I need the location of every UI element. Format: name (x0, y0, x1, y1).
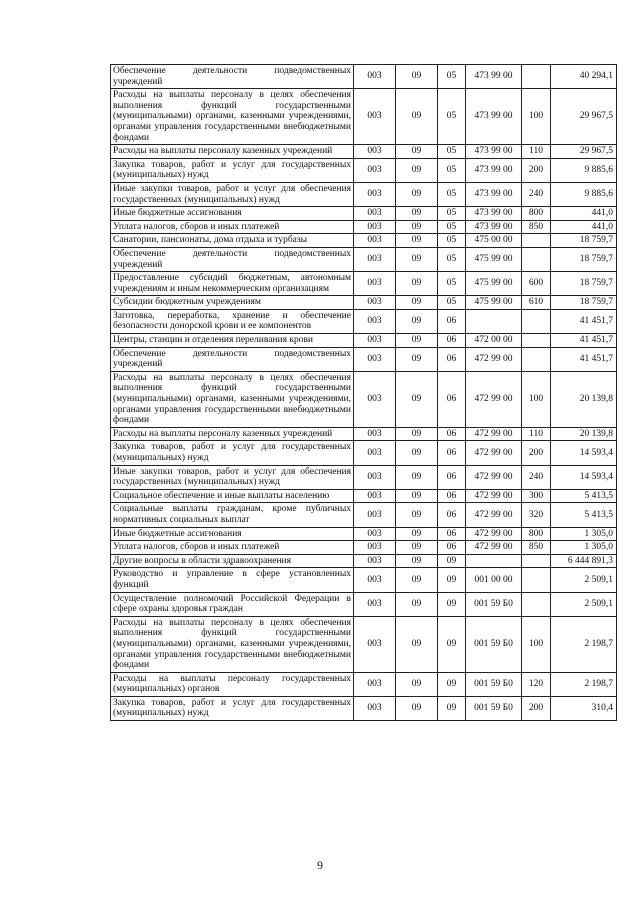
section-code-cell: 09 (396, 158, 438, 182)
amount-cell: 5 413,5 (551, 489, 617, 503)
amount-cell: 41 451,7 (551, 347, 617, 371)
section-code-cell: 09 (396, 503, 438, 527)
admin-code-cell: 003 (354, 145, 396, 159)
target-article-cell: 472 99 00 (466, 541, 522, 555)
subsection-code-cell: 05 (438, 296, 466, 310)
page-number: 9 (317, 858, 323, 872)
amount-cell: 2 509,1 (551, 568, 617, 592)
subsection-code-cell: 05 (438, 158, 466, 182)
section-code-cell: 09 (396, 309, 438, 333)
table-row (111, 145, 617, 159)
amount-cell: 18 759,7 (551, 296, 617, 310)
admin-code-cell: 003 (354, 247, 396, 271)
subsection-code-cell: 05 (438, 272, 466, 296)
target-article-cell: 472 99 00 (466, 489, 522, 503)
admin-code-cell: 003 (354, 672, 396, 696)
table-row (111, 371, 617, 427)
admin-code-cell: 003 (354, 465, 396, 489)
target-article-cell: 001 59 Б0 (466, 672, 522, 696)
table-row (111, 347, 617, 371)
subsection-code-cell: 09 (438, 616, 466, 672)
expense-type-cell: 240 (522, 182, 551, 206)
table-row (111, 616, 617, 672)
table-row (111, 672, 617, 696)
amount-cell: 18 759,7 (551, 234, 617, 248)
target-article-cell: 472 00 00 (466, 334, 522, 348)
target-article-cell: 472 99 00 (466, 427, 522, 441)
section-code-cell: 09 (396, 145, 438, 159)
target-article-cell: 472 99 00 (466, 441, 522, 465)
section-code-cell: 09 (396, 334, 438, 348)
section-code-cell: 09 (396, 427, 438, 441)
admin-code-cell: 003 (354, 527, 396, 541)
target-article-cell: 472 99 00 (466, 503, 522, 527)
expense-type-cell: 610 (522, 296, 551, 310)
expense-name-cell: Социальное обеспечение и иные выплаты населению (111, 489, 354, 503)
expense-type-cell: 240 (522, 465, 551, 489)
table-row (111, 592, 617, 616)
amount-cell: 41 451,7 (551, 334, 617, 348)
section-code-cell: 09 (396, 296, 438, 310)
expense-name-cell: Расходы на выплаты персоналу в целях обеспечения выполнения функций государственными (муниципальными) органами, казенными учреждениями, органами управления государственными внебюджетными фондами (111, 616, 354, 672)
target-article-cell: 473 99 00 (466, 207, 522, 221)
admin-code-cell: 003 (354, 568, 396, 592)
expense-type-cell: 120 (522, 672, 551, 696)
section-code-cell: 09 (396, 207, 438, 221)
expense-name-cell: Закупка товаров, работ и услуг для государственных (муниципальных) нужд (111, 696, 354, 720)
budget-table-page (110, 64, 616, 721)
target-article-cell: 475 99 00 (466, 296, 522, 310)
subsection-code-cell: 06 (438, 503, 466, 527)
target-article-cell: 472 99 00 (466, 465, 522, 489)
expense-type-cell: 850 (522, 220, 551, 234)
expense-type-cell: 100 (522, 371, 551, 427)
target-article-cell: 001 00 00 (466, 568, 522, 592)
admin-code-cell: 003 (354, 427, 396, 441)
admin-code-cell: 003 (354, 334, 396, 348)
expense-name-cell: Закупка товаров, работ и услуг для государственных (муниципальных) нужд (111, 158, 354, 182)
amount-cell: 41 451,7 (551, 309, 617, 333)
expense-name-cell: Расходы на выплаты персоналу в целях обеспечения выполнения функций государственными (муниципальными) органами, казенными учреждениями, органами управления государственными внебюджетными фондами (111, 89, 354, 145)
table-row (111, 568, 617, 592)
section-code-cell: 09 (396, 272, 438, 296)
amount-cell: 14 593,4 (551, 465, 617, 489)
admin-code-cell: 003 (354, 158, 396, 182)
target-article-cell: 473 99 00 (466, 182, 522, 206)
expense-type-cell (522, 65, 551, 89)
table-row (111, 65, 617, 89)
expense-type-cell: 800 (522, 207, 551, 221)
subsection-code-cell: 09 (438, 554, 466, 568)
target-article-cell (466, 554, 522, 568)
section-code-cell: 09 (396, 541, 438, 555)
table-row (111, 207, 617, 221)
amount-cell: 441,0 (551, 207, 617, 221)
expense-type-cell: 100 (522, 89, 551, 145)
amount-cell: 29 967,5 (551, 145, 617, 159)
expense-name-cell: Иные бюджетные ассигнования (111, 527, 354, 541)
section-code-cell: 09 (396, 489, 438, 503)
amount-cell: 6 444 891,3 (551, 554, 617, 568)
subsection-code-cell: 09 (438, 696, 466, 720)
expense-type-cell: 100 (522, 616, 551, 672)
expense-type-cell: 200 (522, 158, 551, 182)
section-code-cell: 09 (396, 182, 438, 206)
admin-code-cell: 003 (354, 347, 396, 371)
subsection-code-cell: 05 (438, 65, 466, 89)
target-article-cell: 473 99 00 (466, 145, 522, 159)
table-row (111, 234, 617, 248)
expense-name-cell: Руководство и управление в сфере установленных функций (111, 568, 354, 592)
table-row (111, 527, 617, 541)
admin-code-cell: 003 (354, 503, 396, 527)
table-row (111, 272, 617, 296)
target-article-cell: 473 99 00 (466, 89, 522, 145)
section-code-cell: 09 (396, 89, 438, 145)
expense-name-cell: Заготовка, переработка, хранение и обеспечение безопасности донорской крови и ее компонентов (111, 309, 354, 333)
section-code-cell: 09 (396, 616, 438, 672)
admin-code-cell: 003 (354, 220, 396, 234)
expense-name-cell: Расходы на выплаты персоналу казенных учреждений (111, 145, 354, 159)
admin-code-cell: 003 (354, 441, 396, 465)
table-row (111, 696, 617, 720)
expense-name-cell: Расходы на выплаты персоналу в целях обеспечения выполнения функций государственными (муниципальными) органами, казенными учреждениями, органами управления государственными внебюджетными фондами (111, 371, 354, 427)
section-code-cell: 09 (396, 527, 438, 541)
subsection-code-cell: 06 (438, 465, 466, 489)
expense-type-cell (522, 347, 551, 371)
table-row (111, 441, 617, 465)
amount-cell: 9 885,6 (551, 158, 617, 182)
table-row (111, 427, 617, 441)
expense-name-cell: Иные закупки товаров, работ и услуг для обеспечения государственных (муниципальных) нужд (111, 465, 354, 489)
amount-cell: 20 139,8 (551, 427, 617, 441)
subsection-code-cell: 06 (438, 427, 466, 441)
expense-type-cell (522, 568, 551, 592)
admin-code-cell: 003 (354, 616, 396, 672)
table-row (111, 503, 617, 527)
section-code-cell: 09 (396, 347, 438, 371)
section-code-cell: 09 (396, 568, 438, 592)
table-row (111, 554, 617, 568)
amount-cell: 310,4 (551, 696, 617, 720)
expense-name-cell: Иные бюджетные ассигнования (111, 207, 354, 221)
table-row (111, 158, 617, 182)
expense-type-cell (522, 554, 551, 568)
expense-name-cell: Уплата налогов, сборов и иных платежей (111, 220, 354, 234)
amount-cell: 1 305,0 (551, 541, 617, 555)
section-code-cell: 09 (396, 247, 438, 271)
subsection-code-cell: 05 (438, 182, 466, 206)
admin-code-cell: 003 (354, 89, 396, 145)
section-code-cell: 09 (396, 465, 438, 489)
admin-code-cell: 003 (354, 296, 396, 310)
expense-name-cell: Центры, станции и отделения переливания крови (111, 334, 354, 348)
expense-name-cell: Иные закупки товаров, работ и услуг для обеспечения государственных (муниципальных) нужд (111, 182, 354, 206)
table-row (111, 220, 617, 234)
admin-code-cell: 003 (354, 371, 396, 427)
amount-cell: 5 413,5 (551, 503, 617, 527)
table-row (111, 182, 617, 206)
subsection-code-cell: 06 (438, 309, 466, 333)
target-article-cell: 001 59 Б0 (466, 696, 522, 720)
expense-name-cell: Другие вопросы в области здравоохранения (111, 554, 354, 568)
expense-name-cell: Расходы на выплаты персоналу государственных (муниципальных) органов (111, 672, 354, 696)
expense-type-cell: 110 (522, 427, 551, 441)
expense-type-cell: 200 (522, 696, 551, 720)
admin-code-cell: 003 (354, 489, 396, 503)
table-row (111, 296, 617, 310)
subsection-code-cell: 06 (438, 441, 466, 465)
table-row (111, 465, 617, 489)
subsection-code-cell: 06 (438, 541, 466, 555)
subsection-code-cell: 06 (438, 334, 466, 348)
expense-name-cell: Социальные выплаты гражданам, кроме публичных нормативных социальных выплат (111, 503, 354, 527)
section-code-cell: 09 (396, 371, 438, 427)
expense-name-cell: Субсидии бюджетным учреждениям (111, 296, 354, 310)
section-code-cell: 09 (396, 672, 438, 696)
target-article-cell: 473 99 00 (466, 65, 522, 89)
expense-name-cell: Санатории, пансионаты, дома отдыха и турбазы (111, 234, 354, 248)
amount-cell: 40 294,1 (551, 65, 617, 89)
subsection-code-cell: 05 (438, 234, 466, 248)
subsection-code-cell: 05 (438, 220, 466, 234)
expense-type-cell (522, 334, 551, 348)
subsection-code-cell: 06 (438, 489, 466, 503)
admin-code-cell: 003 (354, 234, 396, 248)
expense-type-cell: 300 (522, 489, 551, 503)
amount-cell: 1 305,0 (551, 527, 617, 541)
table-row (111, 89, 617, 145)
admin-code-cell: 003 (354, 541, 396, 555)
amount-cell: 29 967,5 (551, 89, 617, 145)
expense-type-cell: 800 (522, 527, 551, 541)
expense-type-cell: 110 (522, 145, 551, 159)
amount-cell: 9 885,6 (551, 182, 617, 206)
admin-code-cell: 003 (354, 554, 396, 568)
amount-cell: 20 139,8 (551, 371, 617, 427)
section-code-cell: 09 (396, 592, 438, 616)
subsection-code-cell: 06 (438, 527, 466, 541)
target-article-cell: 473 99 00 (466, 158, 522, 182)
target-article-cell: 472 99 00 (466, 347, 522, 371)
expense-type-cell (522, 592, 551, 616)
subsection-code-cell: 06 (438, 347, 466, 371)
admin-code-cell: 003 (354, 207, 396, 221)
target-article-cell (466, 309, 522, 333)
subsection-code-cell: 09 (438, 568, 466, 592)
admin-code-cell: 003 (354, 182, 396, 206)
target-article-cell: 001 59 Б0 (466, 592, 522, 616)
target-article-cell: 472 99 00 (466, 371, 522, 427)
target-article-cell: 472 99 00 (466, 527, 522, 541)
table-row (111, 334, 617, 348)
expense-type-cell: 320 (522, 503, 551, 527)
section-code-cell: 09 (396, 220, 438, 234)
budget-table-body (111, 65, 617, 721)
subsection-code-cell: 05 (438, 145, 466, 159)
expense-name-cell: Осуществление полномочий Российской Федерации в сфере охраны здоровья граждан (111, 592, 354, 616)
admin-code-cell: 003 (354, 65, 396, 89)
target-article-cell: 475 00 00 (466, 234, 522, 248)
expense-name-cell: Обеспечение деятельности подведомственных учреждений (111, 347, 354, 371)
section-code-cell: 09 (396, 234, 438, 248)
admin-code-cell: 003 (354, 696, 396, 720)
expense-name-cell: Предоставление субсидий бюджетным, автономным учреждениям и иным некоммерческим организациям (111, 272, 354, 296)
amount-cell: 441,0 (551, 220, 617, 234)
expense-name-cell: Закупка товаров, работ и услуг для государственных (муниципальных) нужд (111, 441, 354, 465)
subsection-code-cell: 05 (438, 89, 466, 145)
target-article-cell: 473 99 00 (466, 220, 522, 234)
admin-code-cell: 003 (354, 272, 396, 296)
expense-type-cell: 850 (522, 541, 551, 555)
admin-code-cell: 003 (354, 592, 396, 616)
amount-cell: 2 198,7 (551, 616, 617, 672)
budget-table (110, 64, 617, 721)
amount-cell: 18 759,7 (551, 272, 617, 296)
section-code-cell: 09 (396, 554, 438, 568)
expense-type-cell: 200 (522, 441, 551, 465)
expense-name-cell: Обеспечение деятельности подведомственных учреждений (111, 247, 354, 271)
expense-type-cell (522, 309, 551, 333)
expense-type-cell (522, 247, 551, 271)
expense-type-cell (522, 234, 551, 248)
table-row (111, 541, 617, 555)
expense-name-cell: Обеспечение деятельности подведомственных учреждений (111, 65, 354, 89)
section-code-cell: 09 (396, 65, 438, 89)
subsection-code-cell: 06 (438, 371, 466, 427)
table-row (111, 489, 617, 503)
subsection-code-cell: 09 (438, 672, 466, 696)
admin-code-cell: 003 (354, 309, 396, 333)
target-article-cell: 001 59 Б0 (466, 616, 522, 672)
amount-cell: 2 198,7 (551, 672, 617, 696)
target-article-cell: 475 99 00 (466, 272, 522, 296)
subsection-code-cell: 09 (438, 592, 466, 616)
amount-cell: 14 593,4 (551, 441, 617, 465)
table-row (111, 309, 617, 333)
subsection-code-cell: 05 (438, 247, 466, 271)
subsection-code-cell: 05 (438, 207, 466, 221)
expense-name-cell: Расходы на выплаты персоналу казенных учреждений (111, 427, 354, 441)
section-code-cell: 09 (396, 696, 438, 720)
section-code-cell: 09 (396, 441, 438, 465)
amount-cell: 2 509,1 (551, 592, 617, 616)
expense-type-cell: 600 (522, 272, 551, 296)
expense-name-cell: Уплата налогов, сборов и иных платежей (111, 541, 354, 555)
table-row (111, 247, 617, 271)
target-article-cell: 475 99 00 (466, 247, 522, 271)
amount-cell: 18 759,7 (551, 247, 617, 271)
